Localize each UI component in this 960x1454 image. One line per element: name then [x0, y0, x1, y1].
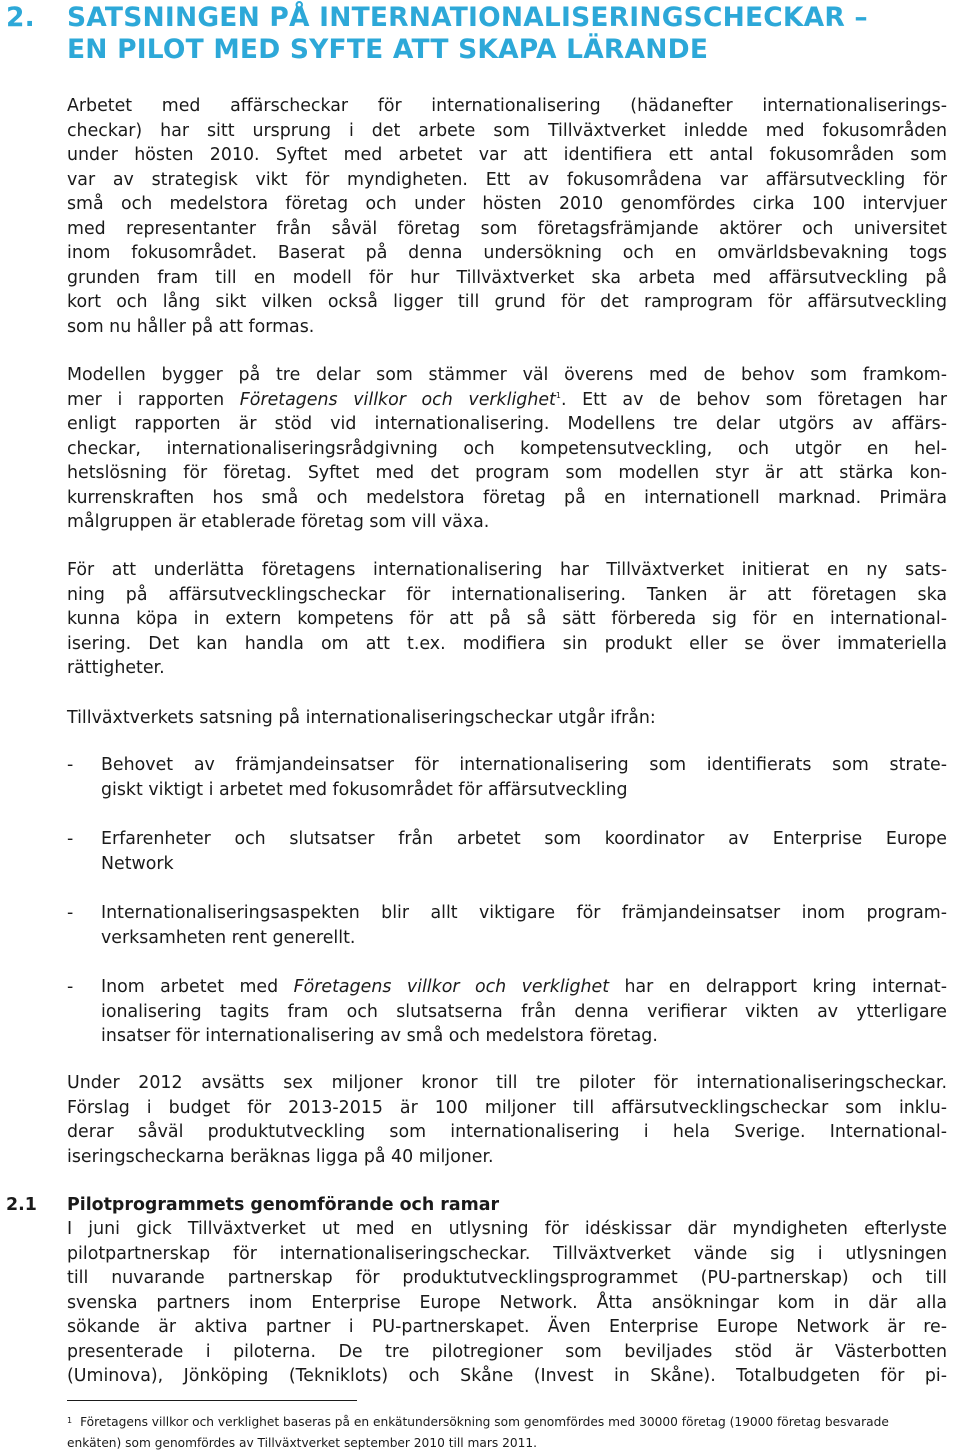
text-line-with-citation — [67, 388, 947, 413]
text-line: ionalisering tagits fram och slutsatserna från denna verifierar vikten av ytterligare — [101, 1001, 947, 1022]
list-dash: - — [67, 977, 74, 997]
footnote-number: 1 — [67, 1416, 73, 1425]
list-dash: - — [67, 903, 74, 923]
text-line: Tillväxtverkets satsning på internationaliseringscheckar utgår ifrån: — [67, 708, 656, 728]
text-line: Modellen bygger på tre delar som stämmer väl överens med de behov som framkom- — [67, 365, 947, 385]
text-line: Under 2012 avsätts sex miljoner kronor till tre piloter för internationaliseringscheckar. — [67, 1073, 947, 1093]
chapter-title-line-2: EN PILOT MED SYFTE ATT SKAPA LÄRANDE — [67, 34, 709, 65]
text-line: Network — [101, 853, 174, 874]
text-line: som nu håller på att formas. — [67, 316, 315, 337]
section-title: Pilotprogrammets genomförande och ramar — [67, 1195, 500, 1215]
text-line: checkar) har sitt ursprung i det arbete som Tillväxtverket inledde med fokusområden — [67, 120, 947, 141]
text-line: till nuvarande partnerskap för produktutvecklingsprogrammet (PU-partnerskap) och till — [67, 1268, 947, 1288]
text-line: I juni gick Tillväxtverket ut med en utlysning för idéskissar där myndigheten efterlyste — [67, 1219, 947, 1239]
text-line: svenska partners inom Enterprise Europe Network. Åtta ansökningar kom in där alla — [67, 1292, 947, 1313]
paragraph-model — [67, 363, 947, 535]
footnote — [67, 1412, 952, 1454]
text-line: under hösten 2010. Syftet med arbetet var att identifiera ett antal fokusområden som — [67, 145, 947, 165]
text-line: (Uminova), Jönköping (Tekniklots) och Skåne (Invest in Skåne). Totalbudgeten för pi- — [67, 1366, 947, 1386]
report-title: Företagens villkor och verklighet — [293, 977, 610, 997]
text-line: inom fokusområdet. Baserat på denna undersökning och en omvärldsbevakning togs — [67, 243, 947, 263]
text-line: presenterade i piloterna. De tre pilotregioner som beviljades stöd är Västerbotten — [67, 1341, 947, 1362]
text-line: pilotpartnerskap för internationaliseringscheckar. Tillväxtverket vände sig i utlysningen — [67, 1243, 947, 1264]
text-line: ning på affärsutvecklingscheckar för internationalisering. Tanken är att företagen ska — [67, 584, 947, 605]
text-line: Behovet av främjandeinsatser för internationalisering som identifierats som strate- — [101, 755, 947, 775]
text-fragment: har en delrapport kring internat- — [609, 977, 947, 997]
text-line: små och medelstora företag och under hösten 2010 genomfördes cirka 100 intervjuer — [67, 194, 947, 214]
text-line: verksamheten rent generellt. — [101, 927, 356, 948]
text-line: enligt rapporten är stöd vid internationalisering. Modellens tre delar utgörs av affärs- — [67, 414, 947, 434]
paragraph-initiative — [67, 558, 947, 681]
chapter-number: 2. — [6, 2, 35, 33]
paragraph-budget — [67, 1071, 947, 1169]
text-line-with-title — [101, 975, 947, 1000]
text-fragment: mer i rapporten — [67, 389, 240, 410]
footnote-line-1 — [67, 1412, 952, 1433]
text-line: Internationaliseringsaspekten blir allt viktigare för främjandeinsatser inom program- — [101, 903, 947, 923]
text-line: hetslösning för företag. Syftet med det program som modellen styr är att stärka kon- — [67, 463, 947, 483]
text-line: grunden fram till en modell för hur Tillväxtverket ska arbeta med affärsutveckling på — [67, 267, 947, 288]
text-line: Förslag i budget för 2013-2015 är 100 miljoner till affärsutvecklingscheckar som inklu- — [67, 1097, 947, 1118]
list-dash: - — [67, 829, 74, 849]
paragraph-origin — [67, 94, 947, 339]
chapter-title-line-1: SATSNINGEN PÅ INTERNATIONALISERINGSCHECKAR – — [67, 2, 868, 33]
text-line: checkar, internationaliseringsrådgivning och kompetensutveckling, och utgör en hel- — [67, 438, 947, 459]
list-item — [67, 753, 947, 802]
text-line: sökande är aktiva partner i PU-partnerskapet. Även Enterprise Europe Network är re- — [67, 1317, 947, 1337]
text-line: Erfarenheter och slutsatser från arbetet som koordinator av Enterprise Europe — [101, 829, 947, 849]
paragraph-pilot — [67, 1217, 947, 1389]
text-line: målgruppen är etablerade företag som vill växa. — [67, 512, 490, 532]
text-line: kort och lång sikt vilken också ligger till grund för det ramprogram för affärsutveckling — [67, 292, 947, 312]
text-line: derar såväl produktutveckling som internationalisering i hela Sverige. International- — [67, 1122, 947, 1142]
text-fragment: . Ett av de behov som företagen har — [560, 389, 947, 410]
text-line: Arbetet med affärscheckar för internationalisering (hädanefter internationaliserings- — [67, 96, 947, 116]
list-item — [67, 827, 947, 876]
text-line: isering. Det kan handla om att t.ex. modifiera sin produkt eller se över immateriella — [67, 633, 947, 654]
text-line: insatser för internationalisering av små och medelstora företag. — [101, 1026, 658, 1046]
text-line: iseringscheckarna beräknas ligga på 40 miljoner. — [67, 1146, 494, 1167]
text-line: kurrenskraften hos små och medelstora företag på en internationell marknad. Primära — [67, 487, 947, 508]
footnote-line-2: enkäten) som genomfördes av Tillväxtverket september 2010 till mars 2011. — [67, 1436, 537, 1450]
text-line: giskt viktigt i arbetet med fokusområdet för affärsutveckling — [101, 779, 628, 800]
footnote-text: Företagens villkor och verklighet baseras på en enkätundersökning som genomfördes med 30000 företag (19000 företag besvarade — [80, 1415, 889, 1429]
text-fragment: Inom arbetet med — [101, 977, 294, 997]
footnote-ref: 1 — [555, 390, 561, 400]
section-number: 2.1 — [6, 1195, 37, 1215]
list-dash: - — [67, 755, 74, 775]
list-item — [67, 901, 947, 950]
footnote-separator — [67, 1400, 357, 1401]
text-line: kunna köpa in extern kompetens för att på så sätt förbereda sig för en international- — [67, 609, 947, 629]
list-item — [67, 975, 947, 1049]
paragraph-list-intro — [67, 706, 947, 731]
report-title: Företagens villkor och verklighet — [239, 389, 556, 410]
text-line: med representanter från såväl företag som företagsfrämjande aktörer och universitet — [67, 218, 947, 239]
text-line: var av strategisk vikt för myndigheten. Ett av fokusområdena var affärsutveckling för — [67, 169, 947, 190]
text-line: För att underlätta företagens internationalisering har Tillväxtverket initierat en ny sats- — [67, 560, 947, 580]
text-line: rättigheter. — [67, 658, 165, 678]
